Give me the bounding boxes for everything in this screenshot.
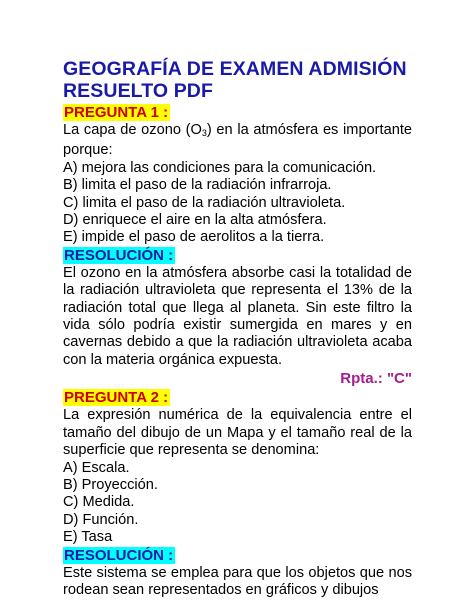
option-item: E) impide el paso de aerolitos a la tierra.: [63, 229, 325, 246]
answer-1: Rpta.: "C": [340, 370, 412, 388]
resolution-1-text: El ozono en la atmósfera absorbe casi la totalidad de la radiación ultravioleta que representa el 13% de la radiación total que llega al planeta. Sin este filtro la vida sólo podría existir sumergida en mares y en cavernas debido a que la radiación ultravioleta acaba con la materia orgánica expuesta.: [63, 264, 412, 368]
question-1: [63, 104, 412, 388]
option-item: A) mejora las condiciones para la comunicación.: [63, 159, 377, 176]
question-1-stem: La capa de ozono $(O_3)$ en la atmósfera es importante porque:: [63, 122, 412, 159]
question-1-options: [63, 160, 412, 247]
option-item: B) Proyección.: [63, 476, 158, 493]
document-title: GEOGRAFÍA DE EXAMEN ADMISIÓN RESUELTO PDF: [63, 58, 407, 102]
option-item: B) limita el paso de la radiación infrarroja.: [63, 177, 332, 194]
question-2-label: PREGUNTA 2 :: [64, 389, 169, 407]
option-item: E) Tasa: [63, 529, 113, 546]
question-1-label: PREGUNTA 1 :: [64, 104, 169, 121]
option-item: C) limita el paso de la radiación ultravioleta.: [63, 194, 346, 211]
question-2-stem: La expresión numérica de la equivalencia entre el tamaño del dibujo de un Mapa y el tamaño real de la superficie que representa se denomina:: [63, 407, 412, 459]
resolution-2-label: RESOLUCIÓN :: [64, 546, 174, 564]
question-2-options: [63, 460, 412, 547]
option-item: C) Medida.: [63, 494, 135, 511]
option-item: A) Escala.: [63, 459, 130, 476]
question-2: [63, 389, 412, 599]
resolution-1-label: RESOLUCIÓN :: [64, 246, 174, 264]
option-item: D) Función.: [63, 511, 139, 528]
option-item: D) enriquece el aire en la alta atmósfera.: [63, 212, 327, 229]
resolution-2-text: Este sistema se emplea para que los objetos que nos rodean sean representados en gráficos y dibujos: [63, 564, 412, 598]
